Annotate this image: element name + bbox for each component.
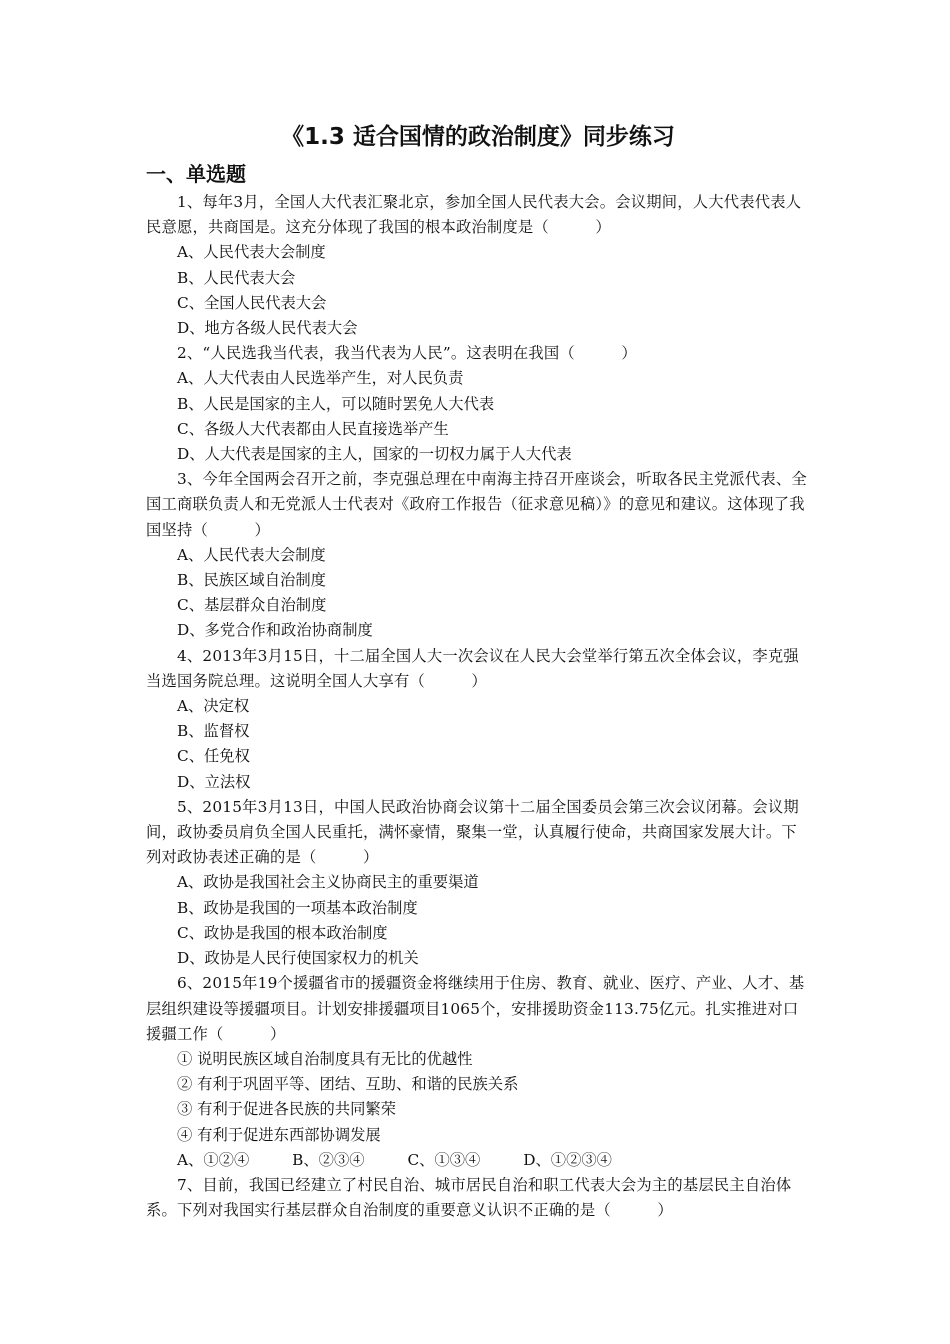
option-b: B、民族区域自治制度	[177, 571, 326, 590]
question-1	[146, 190, 810, 341]
question-stem: 7、目前，我国已经建立了村民自治、城市居民自治和职工代表大会为主的基层民主自治体系。下列对我国实行基层群众自治制度的重要意义认识不正确的是（ ）	[146, 1175, 792, 1220]
option-a: A、政协是我国社会主义协商民主的重要渠道	[177, 873, 479, 892]
option-b: B、监督权	[177, 722, 250, 741]
option-b: B、人民代表大会	[177, 268, 296, 287]
question-stem: 1、每年3月，全国人大代表汇聚北京，参加全国人民代表大会。会议期间，人大代表代表人民意愿，共商国是。这充分体现了我国的根本政治制度是（ ）	[146, 193, 802, 237]
option-c: C、政协是我国的根本政治制度	[177, 923, 388, 942]
option-c: C、全国人民代表大会	[177, 293, 327, 312]
option-a: A、决定权	[177, 697, 250, 716]
question-5	[146, 795, 810, 971]
question-stem: 6、2015年19个援疆省市的援疆资金将继续用于住房、教育、就业、医疗、产业、人才、基层组织建设等援疆项目。计划安排援疆项目1065个，安排援助资金113.75亿元。扎实推进对口援疆工作（ ）	[146, 974, 805, 1043]
option-a: A、人大代表由人民选举产生，对人民负责	[177, 369, 464, 388]
question-stem: 2、“人民选我当代表，我当代表为人民”。这表明在我国（ ）	[177, 344, 637, 363]
option-c: C、任免权	[177, 747, 250, 766]
option-d: D、立法权	[177, 772, 251, 791]
option-c: C、基层群众自治制度	[177, 596, 327, 615]
option-b: B、政协是我国的一项基本政治制度	[177, 898, 418, 917]
question-stem: 5、2015年3月13日，中国人民政治协商会议第十二届全国委员会第三次会议闭幕。会议期间，政协委员肩负全国人民重托，满怀豪情，聚集一堂，认真履行使命，共商国家发展大计。下列对政协表述正确的是（ ）	[146, 797, 799, 867]
choice-a: A、①②④	[177, 1150, 250, 1169]
section-title: 一、单选题	[146, 162, 246, 186]
choice-d: D、①②③④	[523, 1150, 612, 1169]
question-stem: 4、2013年3月15日，十二届全国人大一次会议在人民大会堂举行第五次全体会议，李克强当选国务院总理。这说明全国人大享有（ ）	[146, 646, 799, 690]
choice-c: C、①③④	[407, 1150, 481, 1169]
option-a: A、人民代表大会制度	[177, 243, 326, 262]
option-d: D、政协是人民行使国家权力的机关	[177, 949, 419, 968]
statement-1: ① 说明民族区域自治制度具有无比的优越性	[177, 1049, 473, 1068]
statement-4: ④ 有利于促进东西部协调发展	[177, 1125, 381, 1144]
document-title: 《1.3 适合国情的政治制度》同步练习	[281, 124, 675, 150]
document-page	[146, 118, 810, 1223]
question-3	[146, 467, 810, 643]
option-d: D、多党合作和政治协商制度	[177, 621, 373, 640]
option-c: C、各级人大代表都由人民直接选举产生	[177, 419, 449, 438]
question-7	[146, 1173, 810, 1223]
statement-3: ③ 有利于促进各民族的共同繁荣	[177, 1100, 397, 1119]
option-b: B、人民是国家的主人，可以随时罢免人大代表	[177, 394, 495, 413]
choice-row	[146, 1148, 810, 1173]
choice-b: B、②③④	[292, 1150, 365, 1169]
question-4	[146, 644, 810, 795]
statement-2: ② 有利于巩固平等、团结、互助、和谐的民族关系	[177, 1075, 519, 1094]
option-d: D、人大代表是国家的主人，国家的一切权力属于人大代表	[177, 445, 572, 464]
question-2	[146, 341, 810, 467]
option-a: A、人民代表大会制度	[177, 545, 326, 564]
question-stem: 3、今年全国两会召开之前，李克强总理在中南海主持召开座谈会，听取各民主党派代表、全国工商联负责人和无党派人士代表对《政府工作报告（征求意见稿）》的意见和建议。这体现了我国坚持（ ）	[146, 470, 807, 539]
question-6	[146, 971, 810, 1173]
option-d: D、地方各级人民代表大会	[177, 319, 358, 338]
